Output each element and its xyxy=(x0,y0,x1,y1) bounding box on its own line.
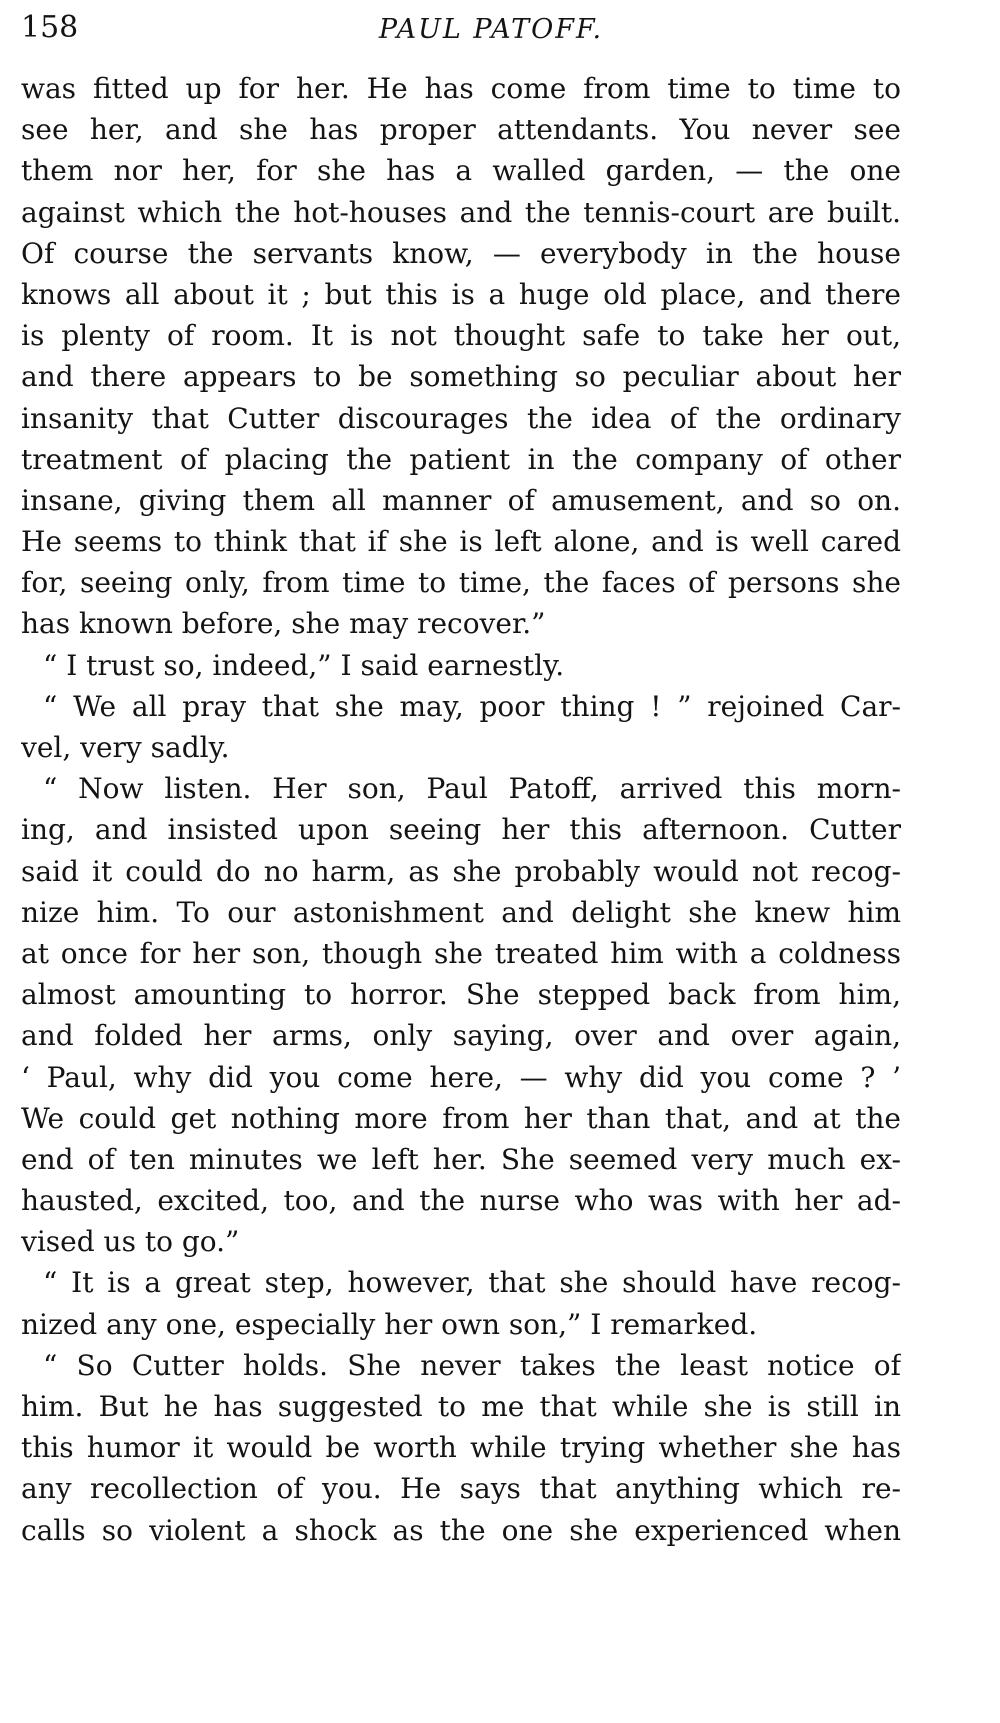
text-line: them nor her, for she has a walled garden, — the one xyxy=(21,154,901,188)
text-line: “ I trust so, indeed,” I said earnestly. xyxy=(43,648,565,682)
text-line: this humor it would be worth while trying whether she has xyxy=(21,1431,901,1465)
text-line: at once for her son, though she treated him with a coldness xyxy=(21,936,901,970)
text-line: hausted, excited, too, and the nurse who was with her ad- xyxy=(21,1184,901,1218)
text-line: nize him. To our astonishment and delight she knew him xyxy=(21,895,901,929)
text-line: vised us to go.” xyxy=(21,1225,240,1259)
text-line: calls so violent a shock as the one she experienced when xyxy=(21,1513,901,1547)
text-line: insane, giving them all manner of amusement, and so on. xyxy=(21,483,901,517)
text-line: see her, and she has proper attendants. You never see xyxy=(21,113,901,147)
text-line: end of ten minutes we left her. She seemed very much ex- xyxy=(21,1142,901,1176)
text-line: nized any one, especially her own son,” I remarked. xyxy=(21,1307,758,1341)
running-head: PAUL PATOFF. xyxy=(378,14,604,45)
text-line: Of course the servants know, — everybody in the house xyxy=(21,236,901,270)
text-line: him. But he has suggested to me that while she is still in xyxy=(21,1390,901,1423)
text-line: “ Now listen. Her son, Paul Patoff, arrived this morn- xyxy=(43,772,901,806)
text-line: treatment of placing the patient in the company of other xyxy=(21,442,901,476)
text-line: ‘ Paul, why did you come here, — why did you come ? ’ xyxy=(21,1060,901,1094)
text-line: and there appears to be something so peculiar about her xyxy=(21,360,901,394)
text-line: any recollection of you. He says that anything which re- xyxy=(21,1472,901,1506)
text-line: vel, very sadly. xyxy=(21,731,230,764)
text-line: and folded her arms, only saying, over and over again, xyxy=(21,1019,901,1053)
text-line: has known before, she may recover.” xyxy=(21,607,546,641)
text-line: insanity that Cutter discourages the idea of the ordinary xyxy=(21,401,901,435)
text-line: He seems to think that if she is left alone, and is well cared xyxy=(21,525,901,559)
page-number: 158 xyxy=(21,10,79,45)
text-line: said it could do no harm, as she probably would not recog- xyxy=(21,854,901,888)
text-line: We could get nothing more from her than that, and at the xyxy=(21,1101,901,1135)
text-line: knows all about it ; but this is a huge old place, and there xyxy=(21,277,901,311)
text-line: was fitted up for her. He has come from time to time to xyxy=(21,72,901,105)
body-text xyxy=(21,68,901,1551)
text-line: almost amounting to horror. She stepped back from him, xyxy=(21,978,901,1012)
text-line: “ We all pray that she may, poor thing ! ” rejoined Car- xyxy=(43,689,901,723)
page-header xyxy=(21,6,901,50)
text-line: is plenty of room. It is not thought safe to take her out, xyxy=(21,319,901,353)
text-line: for, seeing only, from time to time, the faces of persons she xyxy=(21,566,901,600)
text-line: ing, and insisted upon seeing her this afternoon. Cutter xyxy=(21,813,901,847)
text-line: “ It is a great step, however, that she should have recog- xyxy=(43,1266,901,1300)
text-line: “ So Cutter holds. She never takes the least notice of xyxy=(43,1348,901,1382)
text-line: against which the hot-houses and the tennis-court are built. xyxy=(21,195,901,229)
